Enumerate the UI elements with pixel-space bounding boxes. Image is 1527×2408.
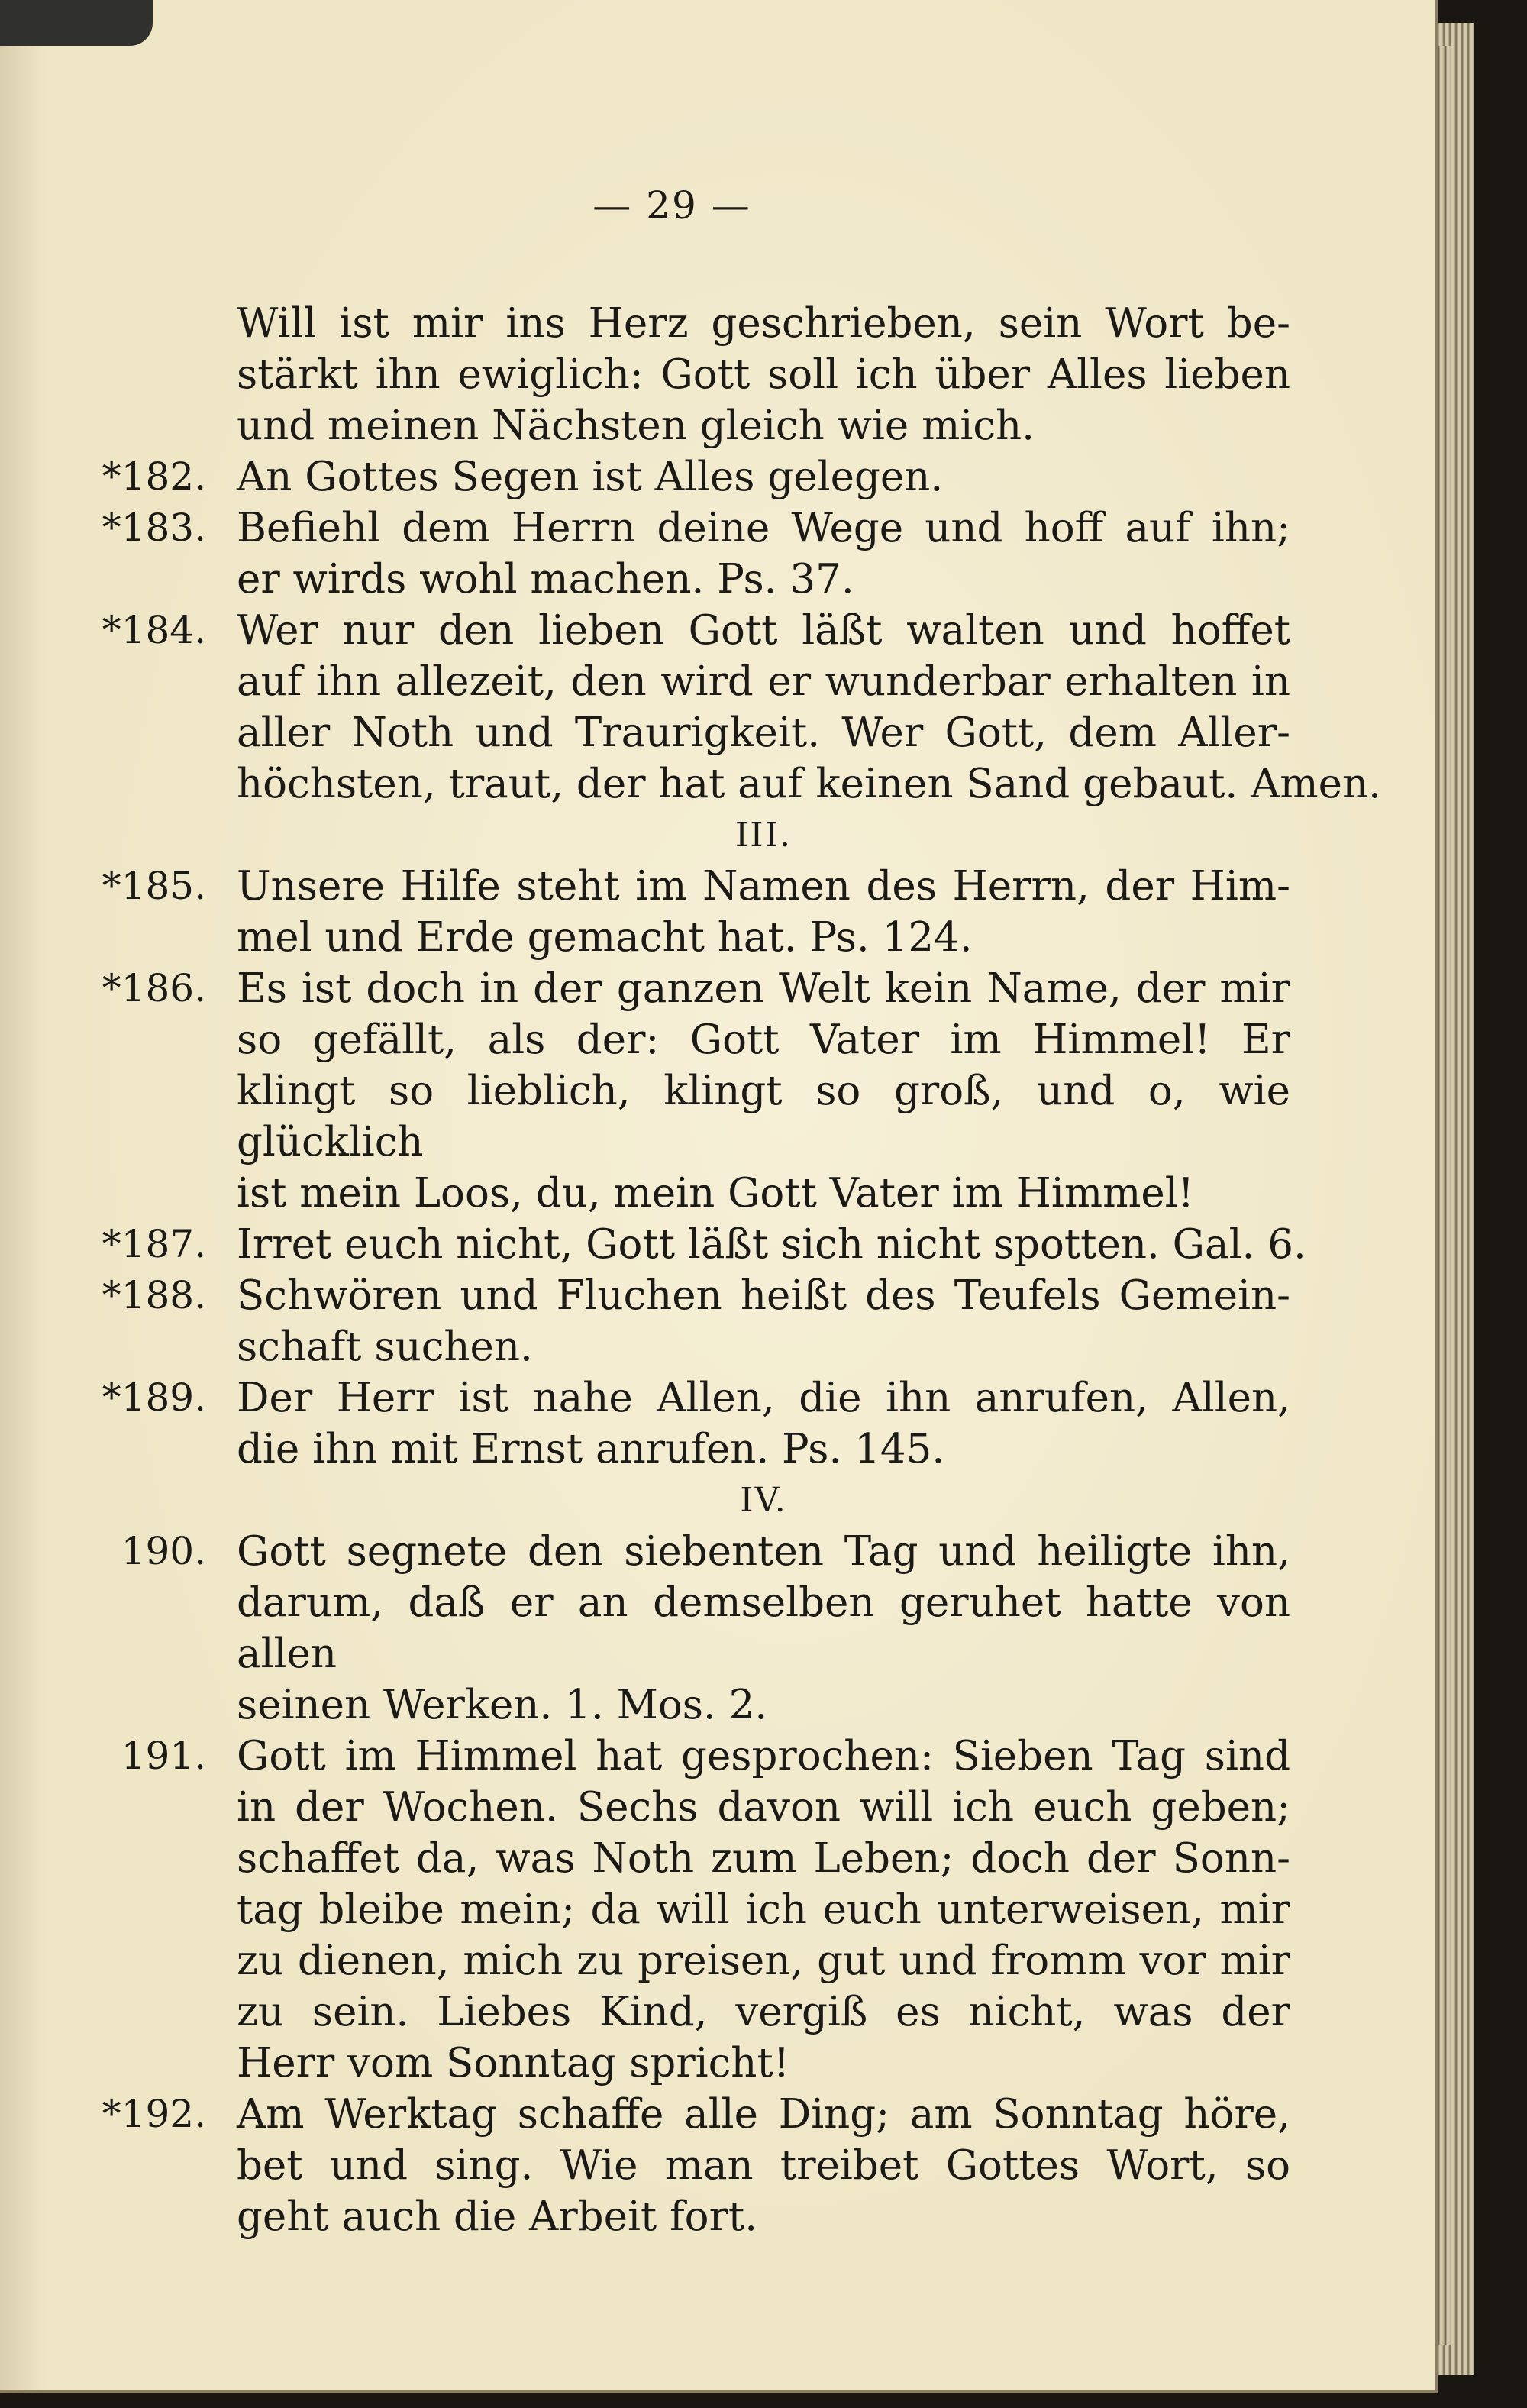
page-number: — 29 —: [592, 183, 751, 228]
verse-number: *182.: [102, 454, 206, 499]
verse-line: mel und Erde gemacht hat. Ps. 124.: [237, 914, 973, 961]
verse-number: 190.: [121, 1529, 206, 1573]
verse-entry: [53, 298, 1290, 451]
verse-line: schaft suchen.: [237, 1324, 533, 1370]
verse-entry: [53, 451, 1290, 503]
verse-number: *184.: [102, 608, 206, 652]
verse-line: Wer nur den lieben Gott läßt walten und hoffet: [237, 607, 1290, 654]
verse-line: klingt so lieblich, klingt so groß, und o, wie glücklich: [237, 1068, 1290, 1165]
verse-line: geht auch die Arbeit fort.: [237, 2193, 758, 2240]
verse-line: Herr vom Sonntag spricht!: [237, 2040, 790, 2086]
verse-entry: [53, 861, 1290, 963]
verse-line: Gott im Himmel hat gesprochen: Sieben Tag sind: [237, 1733, 1290, 1779]
verse-line: ist mein Loos, du, mein Gott Vater im Himmel!: [237, 1170, 1194, 1217]
verse-number: *192.: [102, 2092, 206, 2136]
verse-line: Der Herr ist nahe Allen, die ihn anrufen, Allen,: [237, 1375, 1290, 1421]
verse-line: und meinen Nächsten gleich wie mich.: [237, 402, 1035, 449]
verse-line: aller Noth und Traurigkeit. Wer Gott, dem Aller-: [237, 709, 1290, 756]
verse-line: An Gottes Segen ist Alles gelegen.: [237, 454, 944, 500]
verse-entry: [53, 605, 1382, 810]
verse-entry: [53, 963, 1290, 1219]
verse-line: zu dienen, mich zu preisen, gut und fromm vor mir: [237, 1938, 1290, 1984]
verse-number: *189.: [102, 1375, 206, 1420]
verse-line: Am Werktag schaffe alle Ding; am Sonntag höre,: [237, 2091, 1290, 2138]
verse-number: *183.: [102, 506, 206, 550]
verse-entry: [53, 1526, 1290, 1731]
verse-line: in der Wochen. Sechs davon will ich euch geben;: [237, 1784, 1290, 1831]
section-heading: III.: [734, 816, 793, 855]
verse-entry: [53, 2089, 1290, 2242]
section-heading: IV.: [740, 1481, 787, 1520]
verse-entry: [53, 1270, 1290, 1372]
verse-line: die ihn mit Ernst anrufen. Ps. 145.: [237, 1426, 945, 1472]
verse-entry: [53, 1731, 1290, 2089]
verse-line: zu sein. Liebes Kind, vergiß es nicht, was der: [237, 1989, 1290, 2035]
verse-line: schaffet da, was Noth zum Leben; doch der Sonn-: [237, 1835, 1290, 1882]
verse-line: stärkt ihn ewiglich: Gott soll ich über Alles lieben: [237, 351, 1290, 398]
verse-line: Will ist mir ins Herz geschrieben, sein Wort be-: [237, 300, 1290, 347]
verse-entry: [53, 1372, 1290, 1475]
verse-line: tag bleibe mein; da will ich euch unterweisen, mir: [237, 1886, 1290, 1933]
verse-number: *187.: [102, 1222, 206, 1266]
verse-line: darum, daß er an demselben geruhet hatte von allen: [237, 1579, 1290, 1677]
verse-number: 191.: [121, 1734, 206, 1778]
verse-line: Schwören und Fluchen heißt des Teufels Gemein-: [237, 1272, 1290, 1319]
verse-line: seinen Werken. 1. Mos. 2.: [237, 1682, 768, 1728]
verse-line: Unsere Hilfe steht im Namen des Herrn, der Him-: [237, 863, 1290, 910]
verse-line: er wirds wohl machen. Ps. 37.: [237, 556, 854, 603]
verse-line: Befiehl dem Herrn deine Wege und hoff auf ihn;: [237, 505, 1290, 551]
page-corner: [0, 0, 153, 46]
verse-number: *186.: [102, 966, 206, 1010]
verse-line: so gefällt, als der: Gott Vater im Himmel! Er: [237, 1017, 1290, 1063]
verse-number: *185.: [102, 864, 206, 908]
verse-line: bet und sing. Wie man treibet Gottes Wort, so: [237, 2142, 1290, 2189]
verse-line: Irret euch nicht, Gott läßt sich nicht spotten. Gal. 6.: [237, 1221, 1306, 1268]
verse-line: Es ist doch in der ganzen Welt kein Name, der mir: [237, 965, 1290, 1012]
page-text: [53, 298, 1382, 2242]
verse-number: *188.: [102, 1273, 206, 1317]
verse-entry: [53, 503, 1290, 605]
verse-line: höchsten, traut, der hat auf keinen Sand gebaut. Amen.: [237, 761, 1382, 807]
verse-entry: [53, 1219, 1306, 1270]
verse-line: auf ihn allezeit, den wird er wunderbar erhalten in: [237, 658, 1290, 705]
verse-line: Gott segnete den siebenten Tag und heiligte ihn,: [237, 1528, 1290, 1575]
